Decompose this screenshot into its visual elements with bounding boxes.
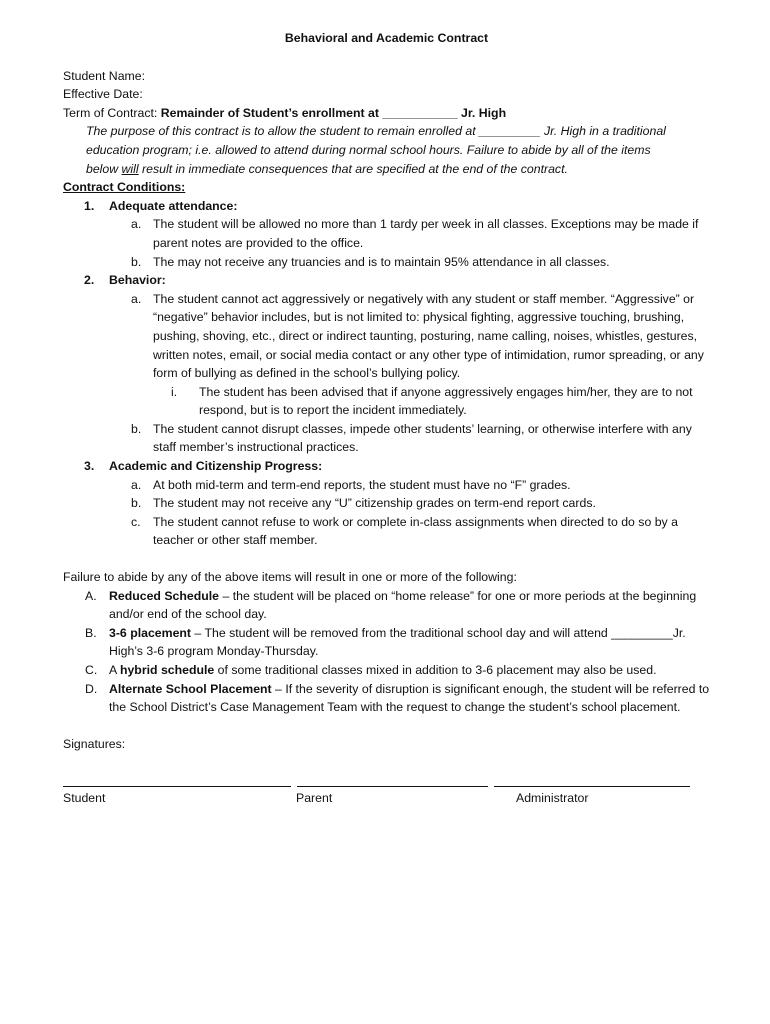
condition-item (63, 253, 710, 272)
term-of-contract-field (63, 104, 710, 123)
item-label: a. (131, 477, 142, 492)
condition-item (63, 215, 710, 252)
item-label: b. (131, 254, 142, 269)
consequence-item (63, 587, 710, 624)
purpose-emphasis: will (121, 161, 139, 176)
purpose-text: result in immediate consequences that are specified at the end of the contract. (138, 161, 568, 176)
consequence-title: Alternate School Placement (109, 681, 272, 696)
item-label: b. (131, 496, 142, 511)
term-label: Term of Contract: (63, 105, 161, 120)
item-text: The student cannot act aggressively or negatively with any student or staff member. “Aggressive” or “negative” behavior includes, but is not limited to: physical fighting, aggressive touching, brushing, pushing, shoving, etc., direct or indirect taunting, posturing, name calling, noises, whistles, gestures, written notes, email, or social media contact or any other type of intimidation, rumor spreading, or any form of bullying as defined in the school’s bullying policy. (153, 291, 704, 381)
purpose-text: below (86, 161, 122, 176)
condition-number: 2. (84, 273, 95, 288)
condition-behavior (63, 271, 710, 290)
condition-academic (63, 457, 710, 476)
item-text: The student cannot refuse to work or complete in-class assignments when directed to do so by a teacher or other staff member. (153, 514, 678, 548)
purpose-line: education program; i.e. allowed to attend during normal school hours. Failure to abide by all of the items (86, 142, 651, 157)
item-label: B. (85, 625, 97, 640)
condition-item (63, 420, 710, 457)
administrator-label: Administrator (516, 791, 589, 806)
item-text: The student will be allowed no more than 1 tardy per week in all classes. Exceptions may be made if parent notes are provided to the office. (153, 217, 699, 250)
condition-item (63, 494, 710, 513)
spacer (63, 717, 710, 735)
signature-labels (63, 789, 710, 808)
condition-number: 1. (84, 198, 95, 213)
item-label: a. (131, 217, 142, 232)
item-text: The student has been advised that if anyone aggressively engages him/her, they are to not respond, but is to report the incident immediately. (199, 384, 693, 418)
item-label: i. (171, 384, 178, 399)
consequence-item (63, 680, 710, 717)
consequences-list (63, 587, 710, 717)
item-label: b. (131, 421, 142, 436)
conditions-list (63, 197, 710, 550)
condition-item (63, 476, 710, 495)
student-label: Student (63, 791, 106, 806)
purpose-line (86, 160, 710, 179)
effective-date-field: Effective Date: (63, 87, 143, 102)
parent-label: Parent (296, 791, 333, 806)
condition-item (63, 290, 710, 383)
spacer (63, 550, 710, 568)
student-name-field: Student Name: (63, 68, 146, 83)
item-label: a. (131, 291, 142, 306)
consequence-text: – The student will be removed from the traditional school day and will attend _________Jr. High’s 3-6 program Monday-Thursday. (109, 625, 686, 659)
signature-lines (63, 772, 690, 787)
item-label: C. (85, 663, 98, 677)
document-title: Behavioral and Academic Contract (284, 31, 489, 45)
consequence-text: A (109, 663, 120, 677)
parent-signature-line[interactable] (297, 786, 488, 787)
purpose-paragraph (86, 122, 710, 178)
condition-title: Behavior: (109, 273, 166, 288)
item-text: The may not receive any truancies and is to maintain 95% attendance in all classes. (153, 254, 610, 269)
consequence-title: 3-6 placement (109, 625, 192, 640)
condition-title: Adequate attendance: (109, 198, 238, 213)
condition-subitem (63, 383, 710, 420)
consequences-intro: Failure to abide by any of the above items will result in one or more of the following: (63, 570, 517, 585)
consequence-title: hybrid schedule (119, 663, 215, 677)
item-label: c. (131, 514, 141, 529)
consequence-item (63, 661, 710, 680)
consequence-text: – the student will be placed on “home release” for one or more periods at the beginning and/or end of the school day. (109, 588, 697, 622)
purpose-line: The purpose of this contract is to allow the student to remain enrolled at _________ Jr. High in a traditional (86, 124, 666, 139)
administrator-signature-line[interactable] (494, 786, 690, 787)
condition-item (63, 513, 710, 550)
student-signature-line[interactable] (63, 786, 291, 787)
contract-conditions-heading: Contract Conditions: (63, 180, 186, 195)
item-text: At both mid-term and term-end reports, the student must have no “F” grades. (153, 477, 571, 492)
consequence-item (63, 624, 710, 661)
item-label: A. (85, 588, 97, 603)
consequence-text: – If the severity of disruption is significant enough, the student will be referred to the School District’s Case Management Team with the request to change the student’s school placement. (109, 681, 710, 715)
condition-title: Academic and Citizenship Progress: (109, 459, 323, 474)
condition-attendance (63, 197, 710, 216)
signatures-heading: Signatures: (63, 736, 126, 751)
consequence-title: Reduced Schedule (109, 588, 220, 603)
term-value: Remainder of Student’s enrollment at ___________ Jr. High (160, 105, 507, 120)
item-text: The student may not receive any “U” citizenship grades on term-end report cards. (153, 496, 596, 511)
condition-number: 3. (84, 459, 95, 474)
item-label: D. (85, 681, 98, 696)
consequence-text: of some traditional classes mixed in addition to 3-6 placement may also be used. (214, 663, 657, 677)
item-text: The student cannot disrupt classes, impede other students’ learning, or otherwise interfere with any staff member’s instructional practices. (153, 421, 692, 455)
